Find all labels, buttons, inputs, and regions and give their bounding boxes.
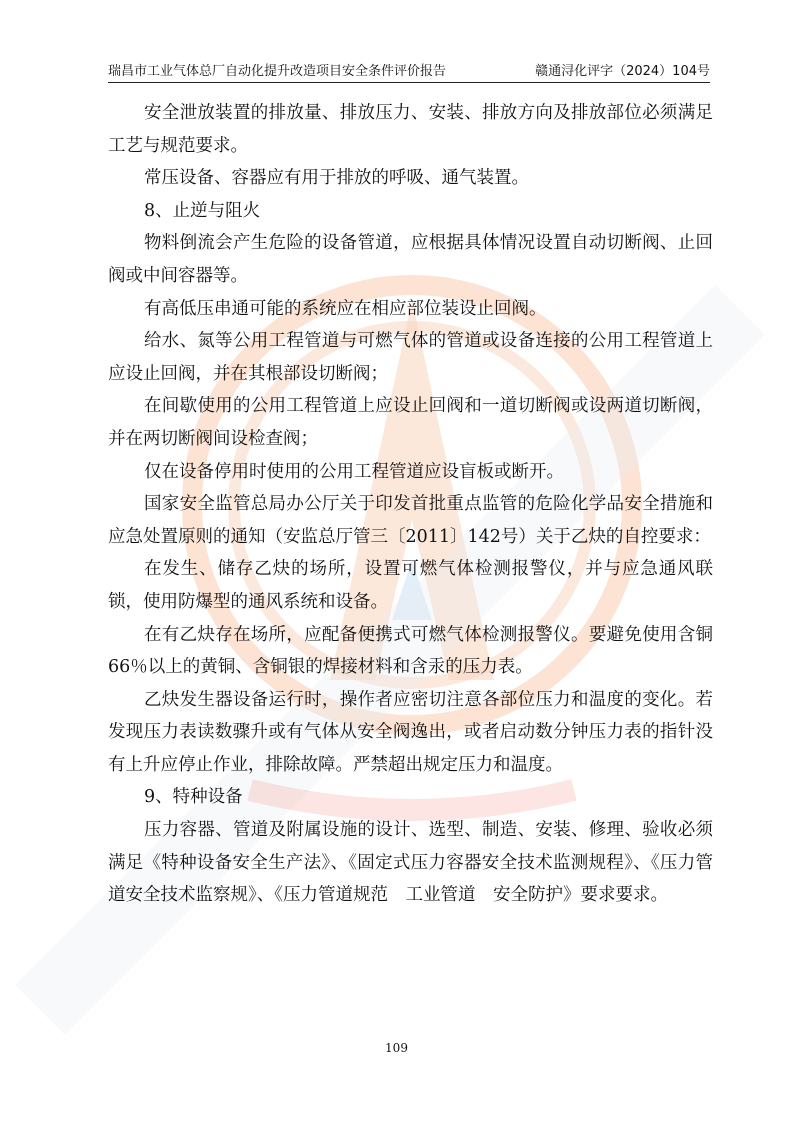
paragraph: 常压设备、容器应有用于排放的呼吸、通气装置。 [144, 168, 529, 189]
page-header [108, 64, 710, 83]
section-heading: 9、特种设备 [144, 787, 243, 808]
body-text [108, 97, 713, 912]
paragraph: 乙炔发生器设备运行时，操作者应密切注意各部位压力和温度的变化。若发现压力表读数骤升或有气体从安全阀逸出，或者启动数分钟压力表的指针没有上升应停止作业，排除故障。严禁超出规定压力和温度。 [108, 689, 713, 775]
paragraph: 在间歇使用的公用工程管道上应设止回阀和一道切断阀或设两道切断阀，并在两切断阀间设检查阀； [108, 396, 713, 449]
section-heading: 8、止逆与阻火 [144, 200, 261, 221]
paragraph: 仅在设备停用时使用的公用工程管道应设盲板或断开。 [144, 461, 564, 482]
paragraph: 有高低压串通可能的系统应在相应部位装设止回阀。 [144, 298, 547, 319]
report-title: 瑞昌市工业气体总厂自动化提升改造项目安全条件评价报告 [108, 64, 447, 79]
paragraph: 给水、氮等公用工程管道与可燃气体的管道或设备连接的公用工程管道上应设止回阀，并在其根部设切断阀； [108, 331, 713, 384]
paragraph: 在发生、储存乙炔的场所，设置可燃气体检测报警仪，并与应急通风联锁，使用防爆型的通风系统和设备。 [108, 559, 713, 612]
paragraph: 安全泄放装置的排放量、排放压力、安装、排放方向及排放部位必须满足工艺与规范要求。 [108, 103, 713, 156]
document-number: 赣通浔化评字（2024）104号 [535, 64, 710, 79]
page-number: 109 [385, 1041, 408, 1055]
paragraph: 在有乙炔存在场所，应配备便携式可燃气体检测报警仪。要避免使用含铜66％以上的黄铜、含铜银的焊接材料和含汞的压力表。 [108, 624, 713, 678]
paragraph: 国家安全监管总局办公厅关于印发首批重点监管的危险化学品安全措施和应急处置原则的通知（安监总厅管三〔2011〕142号）关于乙炔的自控要求： [108, 494, 713, 547]
paragraph: 物料倒流会产生危险的设备管道，应根据具体情况设置自动切断阀、止回阀或中间容器等。 [108, 233, 713, 286]
paragraph: 压力容器、管道及附属设施的设计、选型、制造、安装、修理、验收必须满足《特种设备安全生产法》、《固定式压力容器安全技术监测规程》、《压力管道安全技术监察规》、《压力管道规范 工业管道 安全防护》要求要求。 [108, 820, 713, 906]
